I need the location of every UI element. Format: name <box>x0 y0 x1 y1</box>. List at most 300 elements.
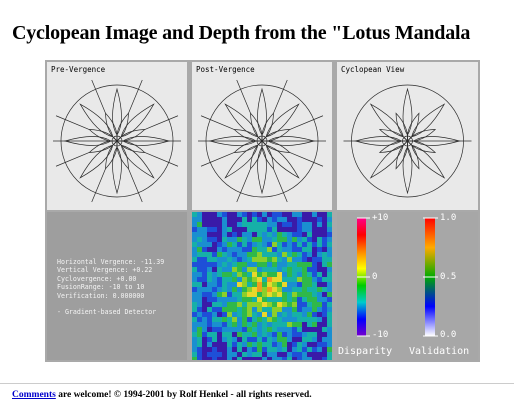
depth-cell <box>212 247 217 252</box>
depth-cell <box>317 312 322 317</box>
depth-cell <box>307 237 312 242</box>
depth-cell <box>257 342 262 347</box>
depth-cell <box>282 327 287 332</box>
depth-cell <box>202 352 207 357</box>
depth-cell <box>282 297 287 302</box>
depth-cell <box>217 347 222 352</box>
depth-cell <box>267 237 272 242</box>
depth-cell <box>217 292 222 297</box>
depth-cell <box>282 262 287 267</box>
depth-cell <box>252 302 257 307</box>
depth-cell <box>242 337 247 342</box>
depth-cell <box>192 307 197 312</box>
depth-cell <box>307 287 312 292</box>
depth-cell <box>202 342 207 347</box>
depth-cell <box>217 272 222 277</box>
depth-cell <box>297 317 302 322</box>
depth-cell <box>232 212 237 217</box>
depth-cell <box>237 332 242 337</box>
depth-cell <box>192 262 197 267</box>
depth-cell <box>237 352 242 357</box>
depth-cell <box>297 342 302 347</box>
depth-cell <box>297 267 302 272</box>
depth-cell <box>237 227 242 232</box>
depth-cell <box>197 262 202 267</box>
depth-cell <box>192 272 197 277</box>
depth-cell <box>257 257 262 262</box>
depth-cell <box>287 222 292 227</box>
depth-cell <box>207 282 212 287</box>
depth-cell <box>242 322 247 327</box>
depth-cell <box>322 222 327 227</box>
depth-cell <box>292 332 297 337</box>
depth-cell <box>302 332 307 337</box>
depth-cell <box>237 272 242 277</box>
depth-cell <box>317 327 322 332</box>
depth-cell <box>327 287 332 292</box>
depth-cell <box>317 357 322 360</box>
depth-cell <box>237 242 242 247</box>
depth-cell <box>242 232 247 237</box>
depth-cell <box>222 332 227 337</box>
depth-cell <box>252 212 257 217</box>
depth-cell <box>317 342 322 347</box>
depth-cell <box>237 237 242 242</box>
depth-cell <box>222 292 227 297</box>
depth-cell <box>192 297 197 302</box>
depth-cell <box>327 312 332 317</box>
depth-cell <box>272 257 277 262</box>
depth-cell <box>257 267 262 272</box>
comments-link[interactable]: Comments <box>12 390 56 400</box>
depth-cell <box>227 277 232 282</box>
depth-cell <box>302 222 307 227</box>
mandala-guide-line <box>145 116 178 130</box>
depth-cell <box>202 222 207 227</box>
depth-cell <box>222 317 227 322</box>
depth-cell <box>192 302 197 307</box>
depth-cell <box>322 212 327 217</box>
depth-cell <box>282 227 287 232</box>
depth-cell <box>267 322 272 327</box>
depth-cell <box>212 302 217 307</box>
depth-cell <box>202 232 207 237</box>
depth-cell <box>232 237 237 242</box>
depth-cell <box>282 287 287 292</box>
depth-cell <box>282 247 287 252</box>
depth-cell <box>292 287 297 292</box>
depth-cell <box>302 322 307 327</box>
depth-cell <box>277 327 282 332</box>
lotus-outer-petal <box>412 104 445 137</box>
depth-cell <box>322 352 327 357</box>
depth-cell <box>197 212 202 217</box>
depth-cell <box>227 312 232 317</box>
depth-cell <box>212 292 217 297</box>
depth-cell <box>222 327 227 332</box>
depth-cell <box>302 282 307 287</box>
depth-cell <box>262 287 267 292</box>
depth-cell <box>247 272 252 277</box>
depth-cell <box>312 292 317 297</box>
depth-cell <box>302 252 307 257</box>
depth-cell <box>292 212 297 217</box>
depth-cell <box>257 227 262 232</box>
depth-cell <box>212 272 217 277</box>
mandala-guide-line <box>56 116 89 130</box>
depth-cell <box>212 222 217 227</box>
depth-cell <box>317 222 322 227</box>
depth-cell <box>282 342 287 347</box>
depth-cell <box>302 337 307 342</box>
depth-cell <box>267 232 272 237</box>
depth-cell <box>232 352 237 357</box>
depth-cell <box>202 312 207 317</box>
depth-cell <box>292 282 297 287</box>
lotus-inner-petal <box>89 141 117 153</box>
depth-cell <box>262 347 267 352</box>
depth-cell <box>207 322 212 327</box>
depth-cell <box>237 322 242 327</box>
depth-cell <box>312 287 317 292</box>
depth-cell <box>292 312 297 317</box>
depth-cell <box>232 347 237 352</box>
depth-cell <box>227 342 232 347</box>
lotus-drawing-post <box>192 62 332 210</box>
depth-cell <box>272 242 277 247</box>
depth-cell <box>207 257 212 262</box>
depth-cell <box>287 357 292 360</box>
depth-cell <box>232 217 237 222</box>
depth-cell <box>212 227 217 232</box>
lotus-inner-petal <box>380 141 408 153</box>
depth-cell <box>212 287 217 292</box>
depth-cell <box>237 267 242 272</box>
depth-cell <box>222 282 227 287</box>
depth-cell <box>242 282 247 287</box>
depth-cell <box>197 267 202 272</box>
depth-cell <box>322 342 327 347</box>
depth-cell <box>252 262 257 267</box>
depth-cell <box>327 307 332 312</box>
depth-cell <box>242 357 247 360</box>
depth-cell <box>192 327 197 332</box>
depth-cell <box>272 307 277 312</box>
depth-cell <box>317 272 322 277</box>
depth-cell <box>197 247 202 252</box>
mandala-guide-line <box>273 169 287 202</box>
depth-cell <box>202 282 207 287</box>
depth-cell <box>287 252 292 257</box>
depth-cell <box>327 302 332 307</box>
depth-cell <box>272 282 277 287</box>
depth-cell <box>302 267 307 272</box>
depth-cell <box>287 257 292 262</box>
depth-cell <box>317 347 322 352</box>
depth-cell <box>277 282 282 287</box>
depth-cell <box>207 252 212 257</box>
depth-cell <box>227 232 232 237</box>
depth-cell <box>192 217 197 222</box>
depth-cell <box>262 282 267 287</box>
depth-cell <box>202 357 207 360</box>
depth-cell <box>297 287 302 292</box>
depth-cell <box>232 297 237 302</box>
depth-cell <box>292 352 297 357</box>
depth-cell <box>212 242 217 247</box>
depth-cell <box>232 257 237 262</box>
depth-cell <box>262 222 267 227</box>
depth-cell <box>232 302 237 307</box>
depth-cell <box>302 352 307 357</box>
depth-cell <box>227 237 232 242</box>
depth-cell <box>247 237 252 242</box>
lotus-inner-petal <box>117 141 129 169</box>
depth-cell <box>292 342 297 347</box>
panel-label-pre-vergence: Pre-Vergence <box>51 65 106 74</box>
depth-cell <box>242 267 247 272</box>
depth-cell <box>272 292 277 297</box>
depth-cell <box>257 322 262 327</box>
depth-cell <box>282 282 287 287</box>
depth-cell <box>292 292 297 297</box>
depth-cell <box>252 287 257 292</box>
lotus-outer-petal <box>371 104 404 137</box>
disparity-depth-map <box>192 212 332 360</box>
depth-cell <box>232 317 237 322</box>
depth-cell <box>272 287 277 292</box>
depth-cell <box>287 272 292 277</box>
depth-cell <box>287 292 292 297</box>
depth-cell <box>307 232 312 237</box>
depth-cell <box>272 237 277 242</box>
depth-cell <box>207 292 212 297</box>
depth-cell <box>327 297 332 302</box>
disparity-tick-label-top: +10 <box>372 213 389 223</box>
lotus-outer-petal <box>121 104 154 137</box>
depth-cell <box>297 312 302 317</box>
depth-cell <box>272 347 277 352</box>
depth-cell <box>197 352 202 357</box>
depth-cell <box>197 282 202 287</box>
depth-cell <box>307 277 312 282</box>
depth-cell <box>322 247 327 252</box>
lotus-inner-petal <box>117 141 145 153</box>
depth-cell <box>242 347 247 352</box>
depth-cell <box>317 352 322 357</box>
depth-cell <box>247 352 252 357</box>
depth-cell <box>262 232 267 237</box>
depth-cell <box>307 252 312 257</box>
depth-cell <box>197 342 202 347</box>
depth-cell <box>222 302 227 307</box>
lotus-outer-petal <box>121 145 154 178</box>
depth-cell <box>262 247 267 252</box>
depth-cell <box>327 217 332 222</box>
depth-cell <box>272 227 277 232</box>
depth-cell <box>307 327 312 332</box>
depth-cell <box>272 212 277 217</box>
depth-cell <box>257 337 262 342</box>
depth-cell <box>292 257 297 262</box>
depth-cell <box>197 347 202 352</box>
depth-cell <box>262 292 267 297</box>
depth-cell <box>192 212 197 217</box>
depth-cell <box>267 357 272 360</box>
depth-cell <box>327 212 332 217</box>
depth-cell <box>297 217 302 222</box>
depth-cell <box>217 317 222 322</box>
depth-cell <box>317 332 322 337</box>
depth-cell <box>192 312 197 317</box>
depth-cell <box>242 237 247 242</box>
depth-cell <box>227 227 232 232</box>
depth-cell <box>287 312 292 317</box>
depth-cell <box>252 297 257 302</box>
depth-cell <box>247 257 252 262</box>
depth-cell <box>302 227 307 232</box>
depth-cell <box>222 342 227 347</box>
depth-cell <box>292 277 297 282</box>
depth-cell <box>262 262 267 267</box>
depth-cell <box>307 217 312 222</box>
depth-cell <box>257 292 262 297</box>
depth-cell <box>257 232 262 237</box>
depth-cell <box>267 352 272 357</box>
depth-cell <box>257 347 262 352</box>
depth-cell <box>237 342 242 347</box>
parameter-line: Vertical Vergence: +0.22 <box>57 266 153 275</box>
depth-cell <box>282 277 287 282</box>
depth-cell <box>227 352 232 357</box>
pre-vergence-panel <box>47 62 187 210</box>
depth-cell <box>237 262 242 267</box>
depth-cell <box>322 317 327 322</box>
depth-cell <box>262 302 267 307</box>
depth-cell <box>207 212 212 217</box>
depth-cell <box>307 282 312 287</box>
depth-cell <box>292 242 297 247</box>
depth-cell <box>282 257 287 262</box>
depth-cell <box>242 302 247 307</box>
depth-cell <box>307 257 312 262</box>
depth-cell <box>317 292 322 297</box>
depth-cell <box>317 337 322 342</box>
lotus-inner-petal <box>251 113 263 141</box>
depth-cell <box>277 272 282 277</box>
depth-cell <box>292 232 297 237</box>
depth-cell <box>232 232 237 237</box>
depth-cell <box>232 312 237 317</box>
lotus-outer-petal <box>371 145 404 178</box>
lotus-inner-petal <box>117 130 145 142</box>
depth-cell <box>207 347 212 352</box>
depth-cell <box>197 297 202 302</box>
depth-cell <box>237 282 242 287</box>
depth-cell <box>247 292 252 297</box>
depth-cell <box>272 277 277 282</box>
lotus-outer-petal <box>266 104 299 137</box>
depth-cell <box>242 247 247 252</box>
depth-cell <box>202 212 207 217</box>
depth-cell <box>212 332 217 337</box>
scales-panel <box>337 212 478 360</box>
depth-cell <box>272 322 277 327</box>
depth-cell <box>297 252 302 257</box>
depth-cell <box>222 272 227 277</box>
depth-cell <box>302 307 307 312</box>
depth-cell <box>257 252 262 257</box>
depth-cell <box>282 317 287 322</box>
depth-cell <box>217 312 222 317</box>
lotus-inner-petal <box>396 141 408 169</box>
depth-cell <box>212 297 217 302</box>
depth-cell <box>287 237 292 242</box>
depth-cell <box>242 332 247 337</box>
depth-cell <box>282 292 287 297</box>
depth-cell <box>267 342 272 347</box>
depth-cell <box>297 272 302 277</box>
depth-cell <box>207 242 212 247</box>
lotus-inner-petal <box>262 113 274 141</box>
depth-cell <box>242 352 247 357</box>
depth-cell <box>287 297 292 302</box>
depth-cell <box>267 297 272 302</box>
depth-cell <box>277 322 282 327</box>
depth-cell <box>242 292 247 297</box>
mandala-guide-line <box>92 169 106 202</box>
depth-cell <box>207 302 212 307</box>
depth-cell <box>222 217 227 222</box>
depth-cell <box>322 262 327 267</box>
depth-cell <box>212 282 217 287</box>
depth-cell <box>262 237 267 242</box>
depth-cell <box>247 297 252 302</box>
depth-cell <box>302 277 307 282</box>
depth-cell <box>207 312 212 317</box>
depth-cell <box>232 342 237 347</box>
depth-cell <box>257 332 262 337</box>
depth-cell <box>242 342 247 347</box>
depth-cell <box>287 247 292 252</box>
depth-cell <box>272 327 277 332</box>
depth-cell <box>262 267 267 272</box>
depth-cell <box>327 352 332 357</box>
depth-cell <box>237 277 242 282</box>
depth-cell <box>217 322 222 327</box>
depth-cell <box>277 337 282 342</box>
depth-cell <box>297 327 302 332</box>
depth-cell <box>247 327 252 332</box>
mandala-guide-line <box>128 80 142 113</box>
depth-cell <box>282 242 287 247</box>
lotus-inner-petal <box>262 130 290 142</box>
depth-cell <box>217 267 222 272</box>
depth-cell <box>317 227 322 232</box>
depth-cell <box>292 262 297 267</box>
depth-cell <box>297 242 302 247</box>
footer <box>12 390 312 400</box>
depth-cell <box>212 252 217 257</box>
depth-cell <box>277 292 282 297</box>
depth-cell <box>262 257 267 262</box>
depth-cell <box>317 297 322 302</box>
depth-cell <box>297 302 302 307</box>
depth-cell <box>322 302 327 307</box>
depth-cell <box>272 317 277 322</box>
depth-cell <box>207 232 212 237</box>
depth-cell <box>292 252 297 257</box>
